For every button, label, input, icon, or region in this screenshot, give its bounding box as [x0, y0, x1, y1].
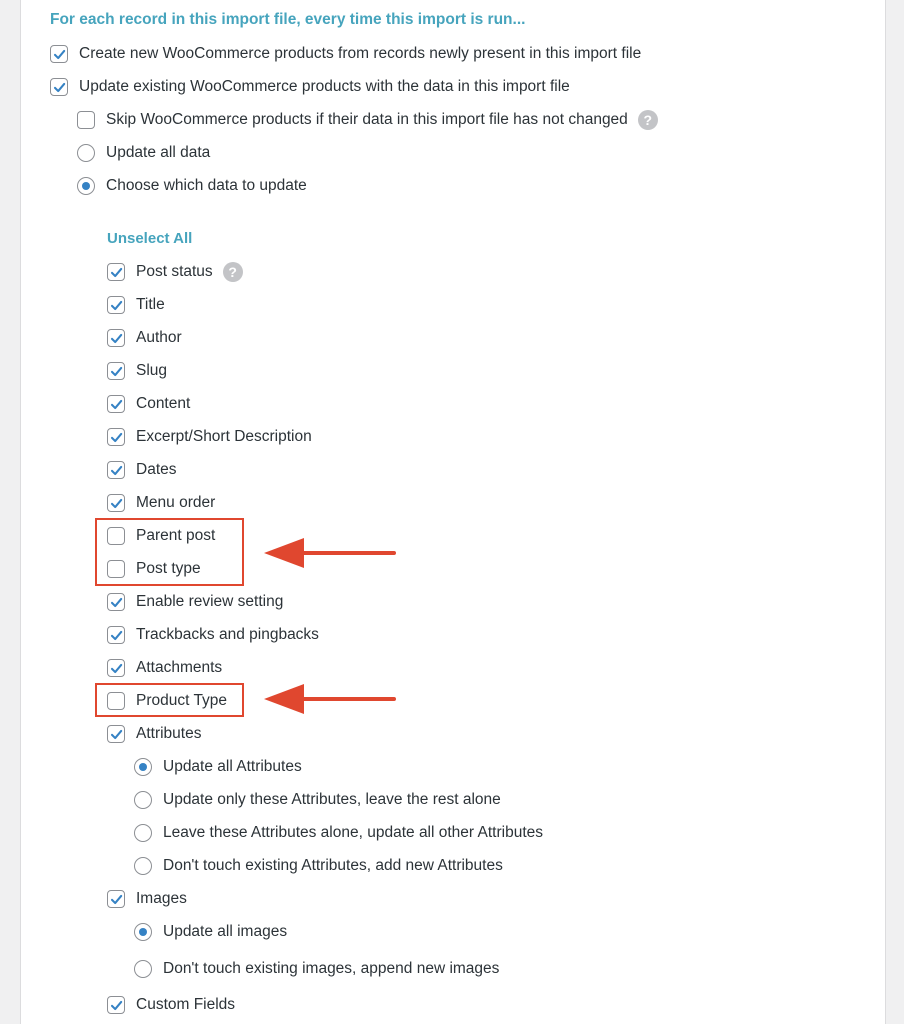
attr-dont-touch-radio[interactable]: [134, 857, 152, 875]
field-custom-fields[interactable]: [107, 993, 235, 1017]
checkmark-icon: [109, 364, 124, 379]
update-all-data-label: Update all data: [106, 144, 211, 161]
img-dont-touch-option[interactable]: [134, 957, 499, 981]
trackbacks-label: Trackbacks and pingbacks: [136, 626, 319, 643]
checkmark-icon: [109, 265, 124, 280]
dates-label: Dates: [136, 461, 177, 478]
post-status-label: Post status: [136, 263, 213, 280]
checkmark-icon: [109, 331, 124, 346]
checkmark-icon: [109, 463, 124, 478]
slug-label: Slug: [136, 362, 168, 379]
field-attachments[interactable]: [107, 656, 222, 680]
parent-post-label: Parent post: [136, 527, 216, 544]
img-update-all-radio[interactable]: [134, 923, 152, 941]
update-existing-checkbox[interactable]: [50, 78, 68, 96]
checkmark-icon: [52, 80, 67, 95]
attr-update-all-label: Update all Attributes: [163, 758, 302, 775]
skip-unchanged-checkbox[interactable]: [77, 111, 95, 129]
attachments-checkbox[interactable]: [107, 659, 125, 677]
attr-leave-alone-radio[interactable]: [134, 824, 152, 842]
attr-update-only-label: Update only these Attributes, leave the rest alone: [163, 791, 501, 808]
checkmark-icon: [109, 661, 124, 676]
choose-data-option[interactable]: [77, 174, 307, 198]
excerpt-label: Excerpt/Short Description: [136, 428, 312, 445]
dates-checkbox[interactable]: [107, 461, 125, 479]
attr-update-only-radio[interactable]: [134, 791, 152, 809]
attr-dont-touch-label: Don't touch existing Attributes, add new Attributes: [163, 857, 503, 874]
attributes-checkbox[interactable]: [107, 725, 125, 743]
checkmark-icon: [109, 595, 124, 610]
create-new-label: Create new WooCommerce products from records newly present in this import file: [79, 45, 642, 62]
create-new-checkbox[interactable]: [50, 45, 68, 63]
update-existing-option[interactable]: [50, 75, 570, 99]
field-excerpt[interactable]: [107, 425, 312, 449]
slug-checkbox[interactable]: [107, 362, 125, 380]
help-icon[interactable]: ?: [223, 262, 243, 282]
checkmark-icon: [109, 998, 124, 1013]
field-dates[interactable]: [107, 458, 177, 482]
content-checkbox[interactable]: [107, 395, 125, 413]
images-label: Images: [136, 890, 187, 907]
menu-order-label: Menu order: [136, 494, 216, 511]
images-checkbox[interactable]: [107, 890, 125, 908]
content-label: Content: [136, 395, 191, 412]
field-attributes[interactable]: [107, 722, 201, 746]
attributes-label: Attributes: [136, 725, 202, 742]
enable-review-label: Enable review setting: [136, 593, 284, 610]
field-post-status[interactable]: [107, 260, 243, 284]
attachments-label: Attachments: [136, 659, 223, 676]
author-checkbox[interactable]: [107, 329, 125, 347]
update-existing-label: Update existing WooCommerce products with the data in this import file: [79, 78, 570, 95]
checkmark-icon: [109, 397, 124, 412]
menu-order-checkbox[interactable]: [107, 494, 125, 512]
attr-update-all-option[interactable]: [134, 755, 302, 779]
choose-data-label: Choose which data to update: [106, 177, 307, 194]
skip-unchanged-label: Skip WooCommerce products if their data in this import file has not changed: [106, 111, 628, 128]
checkmark-icon: [109, 430, 124, 445]
img-dont-touch-radio[interactable]: [134, 960, 152, 978]
checkmark-icon: [109, 496, 124, 511]
excerpt-checkbox[interactable]: [107, 428, 125, 446]
img-dont-touch-label: Don't touch existing images, append new images: [163, 960, 500, 977]
enable-review-checkbox[interactable]: [107, 593, 125, 611]
checkmark-icon: [52, 47, 67, 62]
author-label: Author: [136, 329, 182, 346]
section-heading: For each record in this import file, every time this import is run...: [50, 11, 526, 28]
help-icon[interactable]: ?: [638, 110, 658, 130]
field-enable-review[interactable]: [107, 590, 283, 614]
create-new-option[interactable]: [50, 42, 641, 66]
field-author[interactable]: [107, 326, 182, 350]
img-update-all-option[interactable]: [134, 920, 287, 944]
choose-data-radio[interactable]: [77, 177, 95, 195]
arrow-left-icon: [262, 682, 396, 716]
field-menu-order[interactable]: [107, 491, 215, 515]
post-type-label: Post type: [136, 560, 201, 577]
checkmark-icon: [109, 298, 124, 313]
unselect-all-link[interactable]: Unselect All: [107, 230, 193, 247]
checkmark-icon: [109, 892, 124, 907]
attr-update-only-option[interactable]: [134, 788, 501, 812]
field-slug[interactable]: [107, 359, 167, 383]
title-label: Title: [136, 296, 165, 313]
title-checkbox[interactable]: [107, 296, 125, 314]
arrow-left-icon: [262, 537, 396, 571]
attr-update-all-radio[interactable]: [134, 758, 152, 776]
field-title[interactable]: [107, 293, 165, 317]
post-status-checkbox[interactable]: [107, 263, 125, 281]
checkmark-icon: [109, 628, 124, 643]
attr-leave-alone-label: Leave these Attributes alone, update all other Attributes: [163, 824, 544, 841]
update-all-data-option[interactable]: [77, 141, 210, 165]
attr-dont-touch-option[interactable]: [134, 854, 503, 878]
custom-fields-label: Custom Fields: [136, 996, 236, 1013]
field-images[interactable]: [107, 887, 187, 911]
highlight-box-parent-post-type: [95, 518, 244, 586]
attr-leave-alone-option[interactable]: [134, 821, 543, 845]
product-type-label: Product Type: [136, 692, 228, 709]
field-content[interactable]: [107, 392, 190, 416]
field-trackbacks[interactable]: [107, 623, 319, 647]
update-all-data-radio[interactable]: [77, 144, 95, 162]
skip-unchanged-option[interactable]: [77, 108, 658, 132]
highlight-box-product-type: [95, 683, 244, 717]
img-update-all-label: Update all images: [163, 923, 288, 940]
custom-fields-checkbox[interactable]: [107, 996, 125, 1014]
checkmark-icon: [109, 727, 124, 742]
trackbacks-checkbox[interactable]: [107, 626, 125, 644]
